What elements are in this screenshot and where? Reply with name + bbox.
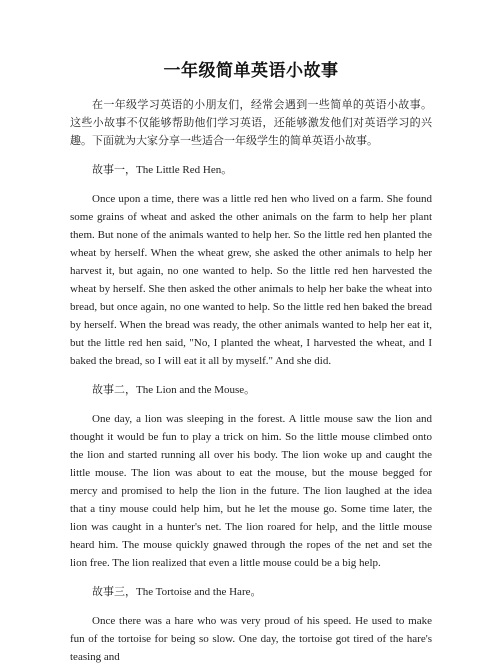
story-2-heading: 故事二，The Lion and the Mouse。 — [92, 384, 256, 396]
story-3-body: Once there was a hare who was very proud of his speed. He used to make fun of the tortoise for being so slow. One day, the tortoise got tired of the hare's teasing and — [70, 615, 432, 663]
story-1-heading: 故事一，The Little Red Hen。 — [92, 164, 233, 176]
document-title: 一年级简单英语小故事 — [163, 61, 339, 81]
story-2-body: One day, a lion was sleeping in the forest. A little mouse saw the lion and thought it would be fun to play a trick on him. So the little mouse climbed onto the lion and started running all over his body. The lion woke up and caught the little mouse. The lion was about to eat the mouse, but the mouse begged for mercy and promised to help the lion in the future. The lion laughed at the idea that a tiny mouse could help him, but he let the mouse go. Some time later, the lion was caught in a hunter's net. The lion roared for help, and the little mouse heard him. The mouse quickly gnawed through the ropes of the net and set the lion free. The lion realized that even a little mouse could be a big help. — [70, 413, 432, 569]
story-1-body: Once upon a time, there was a little red hen who lived on a farm. She found some grains of wheat and asked the other animals on the farm to help her plant them. But none of the animals wanted to help her. So the little red hen planted the wheat by herself. When the wheat grew, she asked the other animals to help her harvest it, but again, no one wanted to help. So the little red hen harvested the wheat by herself. She then asked the other animals to help her bake the wheat into bread, but once again, no one wanted to help. So the little red hen baked the bread by herself. When the bread was ready, the other animals wanted to help her eat it, but the little red hen said, "No, I planted the wheat, I harvested the wheat, and I baked the bread, so I will eat it all by myself." And she did. — [70, 193, 432, 367]
story-3-heading: 故事三，The Tortoise and the Hare。 — [92, 586, 262, 598]
intro-paragraph: 在一年级学习英语的小朋友们，经常会遇到一些简单的英语小故事。这些小故事不仅能够帮助他们学习英语，还能够激发他们对英语学习的兴趣。下面就为大家分享一些适合一年级学生的简单英语小故事。 — [70, 99, 432, 147]
